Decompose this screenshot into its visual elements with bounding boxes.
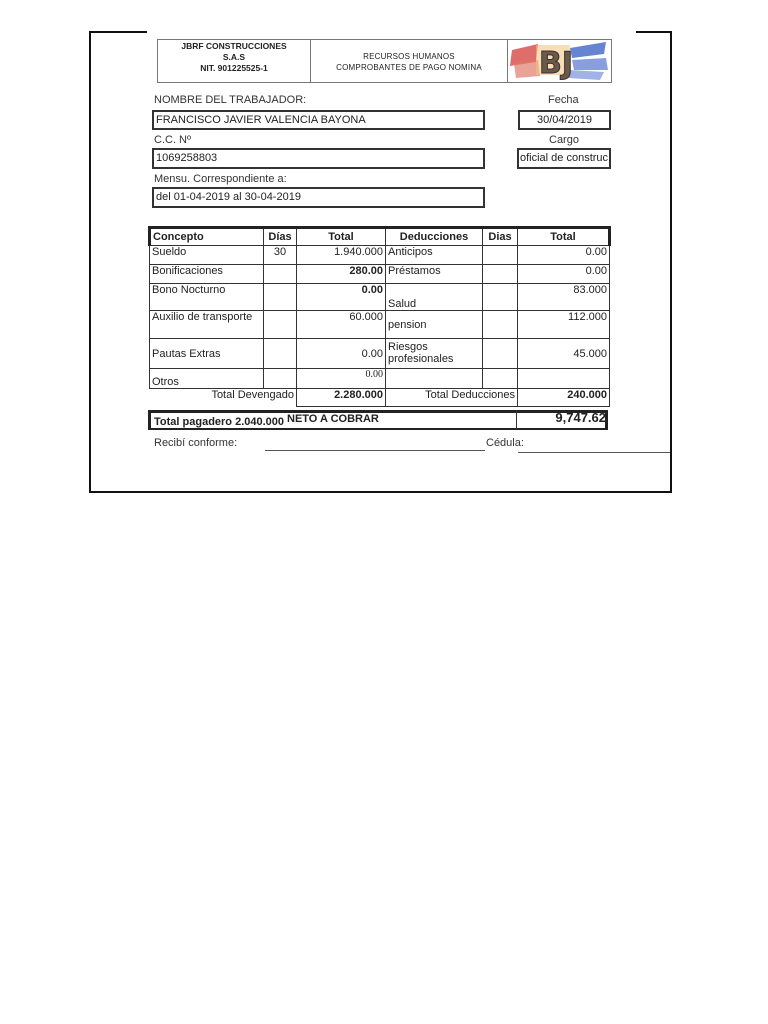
period-label: Mensu. Correspondiente a: <box>154 173 287 185</box>
total-deducciones-label: Total Deducciones <box>386 389 518 407</box>
header-total-deducciones: Total <box>518 228 610 246</box>
date-field: 30/04/2019 <box>518 110 611 130</box>
header-dias: Días <box>264 228 297 246</box>
deduccion-cell: Riesgos profesionales <box>386 339 483 369</box>
company-type: S.A.S <box>222 52 246 62</box>
table-row <box>150 311 610 339</box>
payroll-table <box>148 226 611 407</box>
total2-cell: 112.000 <box>518 311 610 339</box>
cedula-label: Cédula: <box>486 437 524 449</box>
worker-name-label: NOMBRE DEL TRABAJADOR: <box>154 94 307 106</box>
concepto-cell: Sueldo <box>150 246 264 265</box>
totals-row <box>150 389 610 407</box>
concepto-cell: Bonificaciones <box>150 265 264 284</box>
total-cell: 0.00 <box>297 339 386 369</box>
header-total: Total <box>297 228 386 246</box>
document-title <box>311 40 508 82</box>
table-row <box>150 246 610 265</box>
frame-top-line <box>636 31 672 33</box>
concepto-cell: Bono Nocturno <box>150 284 264 311</box>
dias2-cell <box>483 339 518 369</box>
neto-a-cobrar-label: NETO A COBRAR <box>287 413 379 425</box>
total-cell: 1.940.000 <box>297 246 386 265</box>
company-info <box>158 40 311 82</box>
deduccion-cell: Préstamos <box>386 265 483 284</box>
company-nit: NIT. 901225525-1 <box>200 63 268 73</box>
receipt-header <box>157 39 612 83</box>
dias-cell <box>264 369 297 389</box>
title-department: RECURSOS HUMANOS <box>363 52 455 61</box>
deduccion-cell: pension <box>386 311 483 339</box>
cc-label: C.C. Nº <box>154 134 192 146</box>
header-dias-deducciones: Dias <box>483 228 518 246</box>
dias2-cell <box>483 284 518 311</box>
concepto-cell: Auxilio de transporte <box>150 311 264 339</box>
svg-text:BJ: BJ <box>539 46 574 81</box>
neto-a-cobrar-value: 9,747.62 <box>555 410 606 425</box>
total-cell: 60.000 <box>297 311 386 339</box>
dias2-cell <box>483 311 518 339</box>
dias-cell <box>264 339 297 369</box>
recibi-conforme-label: Recibí conforme: <box>154 437 238 449</box>
total-pagadero: Total pagadero 2.040.000 <box>154 416 285 428</box>
date-label: Fecha <box>548 94 579 106</box>
dias-cell <box>264 284 297 311</box>
cargo-label: Cargo <box>549 134 579 146</box>
table-row <box>150 369 610 389</box>
signature-line <box>265 450 485 451</box>
title-document: COMPROBANTES DE PAGO NOMINA <box>336 63 482 72</box>
header-concepto: Concepto <box>150 228 264 246</box>
total2-cell: 83.000 <box>518 284 610 311</box>
dias2-cell <box>483 246 518 265</box>
cedula-line <box>518 452 670 453</box>
concepto-cell: Otros <box>150 369 264 389</box>
concepto-cell: Pautas Extras <box>150 339 264 369</box>
deduccion-cell: Salud <box>386 284 483 311</box>
net-pay-divider <box>516 410 517 430</box>
header-deducciones: Deducciones <box>386 228 483 246</box>
dias-cell <box>264 265 297 284</box>
dias2-cell <box>483 265 518 284</box>
company-name: JBRF CONSTRUCCIONES <box>181 41 287 51</box>
total-cell: 0.00 <box>297 284 386 311</box>
total-cell: 280.00 <box>297 265 386 284</box>
deduccion-cell <box>386 369 483 389</box>
total2-cell: 45.000 <box>518 339 610 369</box>
table-row <box>150 339 610 369</box>
deduccion-cell: Anticipos <box>386 246 483 265</box>
table-header-row <box>150 228 610 246</box>
total2-cell: 0.00 <box>518 246 610 265</box>
cc-field: 1069258803 <box>152 148 485 169</box>
cargo-field: oficial de construc. <box>517 148 611 169</box>
company-logo <box>508 40 611 82</box>
total-devengado-label: Total Devengado <box>150 389 297 407</box>
total2-cell: 0.00 <box>518 265 610 284</box>
total-devengado-value: 2.280.000 <box>297 389 386 407</box>
dias-cell <box>264 311 297 339</box>
table-row <box>150 265 610 284</box>
total-cell: 0.00 <box>297 369 386 389</box>
total2-cell <box>518 369 610 389</box>
period-field: del 01-04-2019 al 30-04-2019 <box>152 187 485 208</box>
total-deducciones-value: 240.000 <box>518 389 610 407</box>
table-row <box>150 284 610 311</box>
frame-top-line <box>89 31 147 33</box>
dias-cell: 30 <box>264 246 297 265</box>
dias2-cell <box>483 369 518 389</box>
worker-name-field: FRANCISCO JAVIER VALENCIA BAYONA <box>152 110 485 130</box>
